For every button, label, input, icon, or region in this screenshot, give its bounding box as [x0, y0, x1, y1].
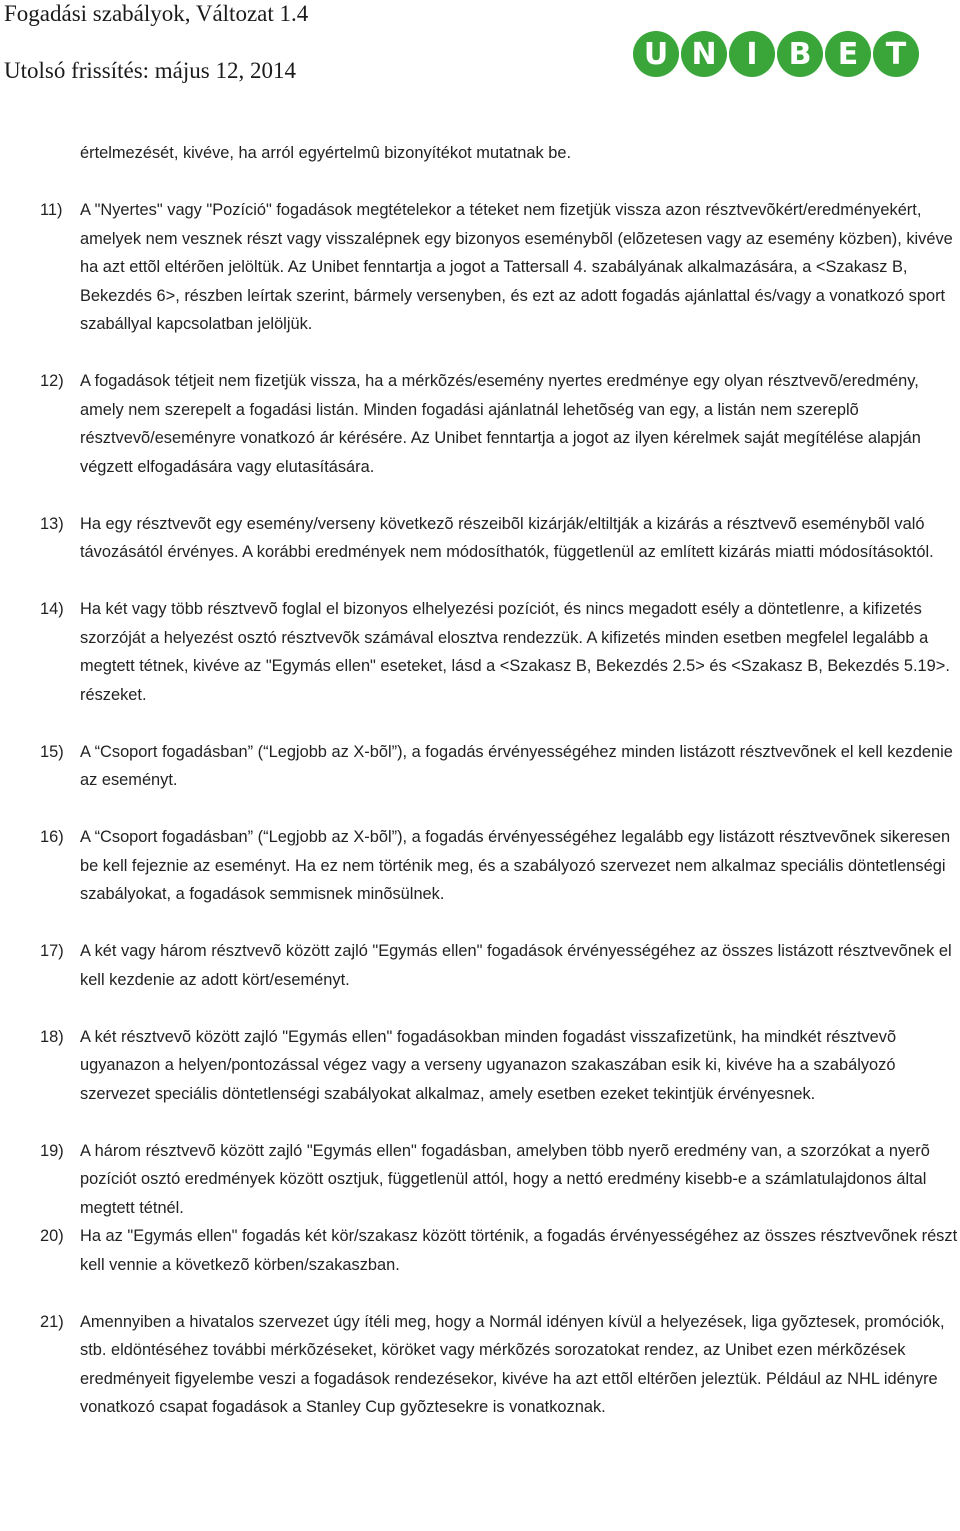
rule-item	[0, 367, 960, 481]
logo-letter: N	[691, 37, 717, 72]
rule-text: A “Csoport fogadásban” (“Legjobb az X-bõl”), a fogadás érvényességéhez minden listázott résztvevõnek el kell kezdenie az eseményt.	[80, 742, 953, 789]
rules-list	[0, 196, 960, 1422]
rule-item	[0, 196, 960, 339]
rule-number: 20)	[40, 1227, 64, 1245]
rule-item	[0, 595, 960, 709]
rule-number: 11)	[40, 201, 63, 219]
rule-text: A két résztvevõ között zajló "Egymás ellen" fogadásokban minden fogadást visszafizetünk, ha mindkét résztvevõ ugyanazon a helyen/pontozással végez vagy a verseny ugyanazon szakaszában esik ki, kivéve ha a szabályozó szervezet speciális döntetlenségi szabályokat alkalmaz, amely esetben ezeket tekintjük érvényesnek.	[80, 1027, 897, 1103]
logo-letter: E	[837, 37, 859, 72]
rule-number: 15)	[40, 742, 64, 761]
intro-paragraph: értelmezését, kivéve, ha arról egyértelmû bizonyítékot mutatnak be.	[80, 144, 572, 162]
unibet-logo	[632, 28, 922, 80]
rule-item	[0, 1137, 960, 1223]
last-updated-date: Utolsó frissítés: május 12, 2014	[4, 58, 296, 83]
rule-item	[0, 510, 960, 567]
rule-number: 18)	[40, 1027, 64, 1046]
rule-number: 12)	[40, 372, 64, 390]
rule-number: 16)	[40, 828, 64, 846]
rule-number: 19)	[40, 1141, 64, 1160]
rule-number: 17)	[40, 942, 64, 960]
document-title: Fogadási szabályok, Változat 1.4	[4, 1, 309, 26]
rule-text: A “Csoport fogadásban” (“Legjobb az X-bõl”), a fogadás érvényességéhez legalább egy listázott résztvevõnek sikeresen be kell fejeznie az eseményt. Ha ez nem történik meg, és a szabályozó szervezet nem alkalmaz speciális döntetlenségi szabályokat, a fogadások semmisnek minõsülnek.	[80, 828, 951, 903]
rule-text: Ha az "Egymás ellen" fogadás két kör/szakasz között történik, a fogadás érvényességéhez az összes résztvevõnek részt kell vennie a következõ körben/szakaszban.	[80, 1227, 958, 1274]
rule-text: A két vagy három résztvevõ között zajló "Egymás ellen" fogadások érvényességéhez az összes listázott résztvevõnek el kell kezdenie az adott kört/eseményt.	[80, 942, 952, 989]
logo-letter: I	[746, 37, 758, 72]
rule-item	[0, 1023, 960, 1109]
rule-item	[0, 937, 960, 994]
logo-letter: B	[788, 37, 812, 72]
rule-number: 13)	[40, 514, 64, 533]
rule-text: A fogadások tétjeit nem fizetjük vissza, ha a mérkõzés/esemény nyertes eredménye egy olyan résztvevõ/eredmény, amely nem szerepelt a fogadási listán. Minden fogadási ajánlatnál lehetõség van egy, a listán nem szereplõ résztvevõ/eseményre vonatkozó ár kérésére. Az Unibet fenntartja a jogot az ilyen kérelmek saját megítélése alapján végzett elfogadására vagy elutasítására.	[80, 372, 921, 476]
rules-content	[0, 139, 960, 1422]
rule-text: A "Nyertes" vagy "Pozíció" fogadások megtételekor a téteket nem fizetjük vissza azon résztvevõkért/eredményekért, amelyek nem vesznek részt vagy visszalépnek egy bizonyos eseménybõl (elõzetesen vagy az esemény közben), kivéve ha azt ettõl eltérõen jelöltük. Az Unibet fenntartja a jogot a Tattersall 4. szabályának alkalmazására, a <Szakasz B, Bekezdés 6>, részben leírtak szerint, bármely versenyben, és ezt az adott fogadás ajánlattal és/vagy a vonatkozó sport szabállyal kapcsolatban jelöljük.	[80, 201, 953, 333]
rule-item	[0, 1308, 960, 1422]
rule-text: Ha két vagy több résztvevõ foglal el bizonyos elhelyezési pozíciót, és nincs megadott esély a döntetlenre, a kifizetés szorzóját a helyezést osztó résztvevõk számával elosztva rendezzük. A kifizetés minden esetben megfelel legalább a megtett tétnek, kivéve az "Egymás ellen" eseteket, lásd a <Szakasz B, Bekezdés 2.5> és <Szakasz B, Bekezdés 5.19>. részeket.	[80, 600, 950, 704]
rule-number: 14)	[40, 600, 64, 618]
logo-letter: T	[885, 37, 907, 72]
rule-item	[0, 823, 960, 909]
rule-text: Amennyiben a hivatalos szervezet úgy ítéli meg, hogy a Normál idényen kívül a helyezések, liga gyõztesek, promóciók, stb. eldöntéséhez további mérkõzéseket, köröket vagy mérkõzés sorozatokat rendez, az Unibet ezen mérkõzések eredményeit figyelembe veszi a fogadások rendezésekor, kivéve ha azt ettõl eltérõen jeleztük. Például az NHL idényre vonatkozó csapat fogadások a Stanley Cup gyõztesekre is vonatkoznak.	[80, 1312, 945, 1416]
rule-item	[0, 1222, 960, 1279]
rule-item	[0, 738, 960, 795]
rule-number: 21)	[40, 1312, 64, 1331]
logo-letter: U	[643, 37, 669, 72]
rule-text: A három résztvevõ között zajló "Egymás ellen" fogadásban, amelyben több nyerõ eredmény van, a szorzókat a nyerõ pozíciót osztó eredmények között osztjuk, függetlenül attól, hogy a nettó eredmény kisebb-e a számlatulajdonos által megtett tétnél.	[80, 1141, 930, 1217]
rule-text: Ha egy résztvevõt egy esemény/verseny következõ részeibõl kizárják/eltiltják a kizárás a résztvevõ eseménybõl való távozásától érvényes. A korábbi eredmények nem módosíthatók, függetlenül az említett kizárás miatti módosításoktól.	[80, 514, 934, 561]
